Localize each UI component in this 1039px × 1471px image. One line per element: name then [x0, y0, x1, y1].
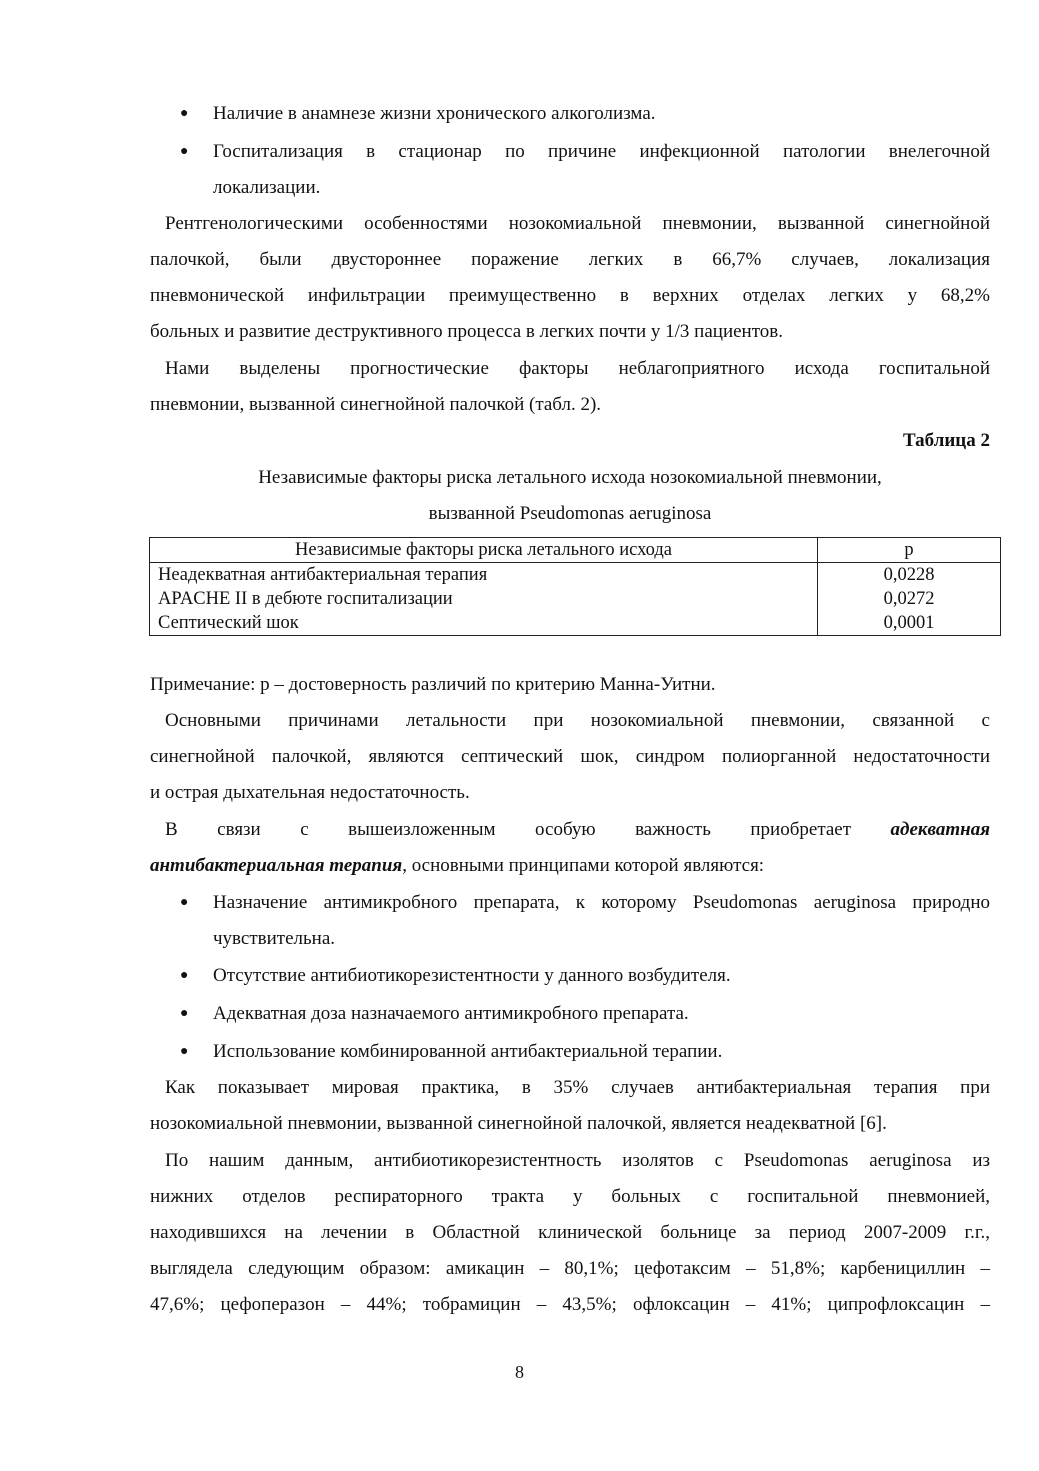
bullet-principle1-line1: Назначение антимикробного препарата, к которому Pseudomonas aeruginosa природно [213, 892, 990, 913]
para5-line2: нозокомиальной пневмонии, вызванной синегнойной палочкой, является неадекватной [6]. [150, 1113, 887, 1134]
table-caption-line1: Независимые факторы риска летального исхода нозокомиальной пневмонии, [258, 467, 882, 488]
bullet-alcoholism: Наличие в анамнезе жизни хронического алкоголизма. [213, 103, 656, 124]
bullet-hospitalization-line2: локализации. [213, 177, 321, 198]
table-header-p: p [818, 538, 1001, 563]
bullet-icon: ● [180, 1044, 189, 1059]
para3-line2: синегнойной палочкой, являются септический шок, синдром полиорганной недостаточности [150, 746, 990, 767]
para4-line1-emphasis: адекватная [890, 819, 990, 840]
para6-line5: 47,6%; цефоперазон – 44%; тобрамицин – 43,5%; офлоксацин – 41%; ципрофлоксацин – [150, 1294, 990, 1315]
bullet-icon: ● [180, 144, 189, 159]
para1-line4: больных и развитие деструктивного процесса в легких почти у 1/3 пациентов. [150, 321, 783, 342]
para5-line1: Как показывает мировая практика, в 35% случаев антибактериальная терапия при [165, 1077, 990, 1098]
table-row [150, 587, 1001, 611]
bullet-principle3: Адекватная доза назначаемого антимикробного препарата. [213, 1003, 689, 1024]
para4-line2-plain: , основными принципами которой являются: [402, 855, 765, 876]
para1-line1: Рентгенологическими особенностями нозокомиальной пневмонии, вызванной синегнойной [165, 213, 990, 234]
bullet-principle2: Отсутствие антибиотикорезистентности у данного возбудителя. [213, 965, 731, 986]
para4-line1 [150, 812, 990, 848]
table-note: Примечание: p – достоверность различий по критерию Манна-Уитни. [150, 674, 716, 695]
table-header-row [150, 538, 1001, 563]
para6-line1: По нашим данным, антибиотикорезистентность изолятов с Pseudomonas aeruginosa из [165, 1150, 990, 1171]
table-cell-factor: Септический шок [150, 611, 818, 636]
bullet-principle4: Использование комбинированной антибактериальной терапии. [213, 1041, 723, 1062]
table-header-factor: Независимые факторы риска летального исхода [150, 538, 818, 563]
page-number: 8 [515, 1362, 524, 1382]
risk-factors-table [149, 537, 1001, 636]
para3-line1: Основными причинами летальности при нозокомиальной пневмонии, связанной с [165, 710, 990, 731]
para4-line1-plain: В связи с вышеизложенным особую важность приобретает [165, 819, 852, 840]
table-label: Таблица 2 [902, 430, 990, 451]
bullet-icon: ● [180, 106, 189, 121]
bullet-hospitalization-line1: Госпитализация в стационар по причине инфекционной патологии внелегочной [213, 141, 990, 162]
para2-line1: Нами выделены прогностические факторы неблагоприятного исхода госпитальной [165, 358, 990, 379]
para1-line3: пневмонической инфильтрации преимущественно в верхних отделах легких у 68,2% [150, 285, 990, 306]
table-caption-line2: вызванной Pseudomonas aeruginosa [428, 503, 712, 524]
table-cell-p: 0,0001 [818, 611, 1001, 636]
para3-line3: и острая дыхательная недостаточность. [150, 782, 470, 803]
para6-line2: нижних отделов респираторного тракта у больных с госпитальной пневмонией, [150, 1186, 990, 1207]
para6-line3: находившихся на лечении в Областной клинической больнице за период 2007-2009 г.г., [150, 1222, 990, 1243]
bullet-icon: ● [180, 895, 189, 910]
table-row [150, 563, 1001, 588]
table-cell-factor: Неадекватная антибактериальная терапия [150, 563, 818, 588]
table-cell-p: 0,0272 [818, 587, 1001, 611]
para1-line2: палочкой, были двустороннее поражение легких в 66,7% случаев, локализация [150, 249, 990, 270]
table-row [150, 611, 1001, 636]
para6-line4: выглядела следующим образом: амикацин – 80,1%; цефотаксим – 51,8%; карбенициллин – [150, 1258, 990, 1279]
bullet-icon: ● [180, 1006, 189, 1021]
para4-line2 [150, 848, 990, 884]
para2-line2: пневмонии, вызванной синегнойной палочкой (табл. 2). [150, 394, 602, 415]
table-cell-p: 0,0228 [818, 563, 1001, 588]
bullet-icon: ● [180, 968, 189, 983]
table-cell-factor: APACHE II в дебюте госпитализации [150, 587, 818, 611]
bullet-principle1-line2: чувствительна. [213, 928, 336, 949]
para4-line2-emphasis: антибактериальная терапия [150, 855, 403, 876]
